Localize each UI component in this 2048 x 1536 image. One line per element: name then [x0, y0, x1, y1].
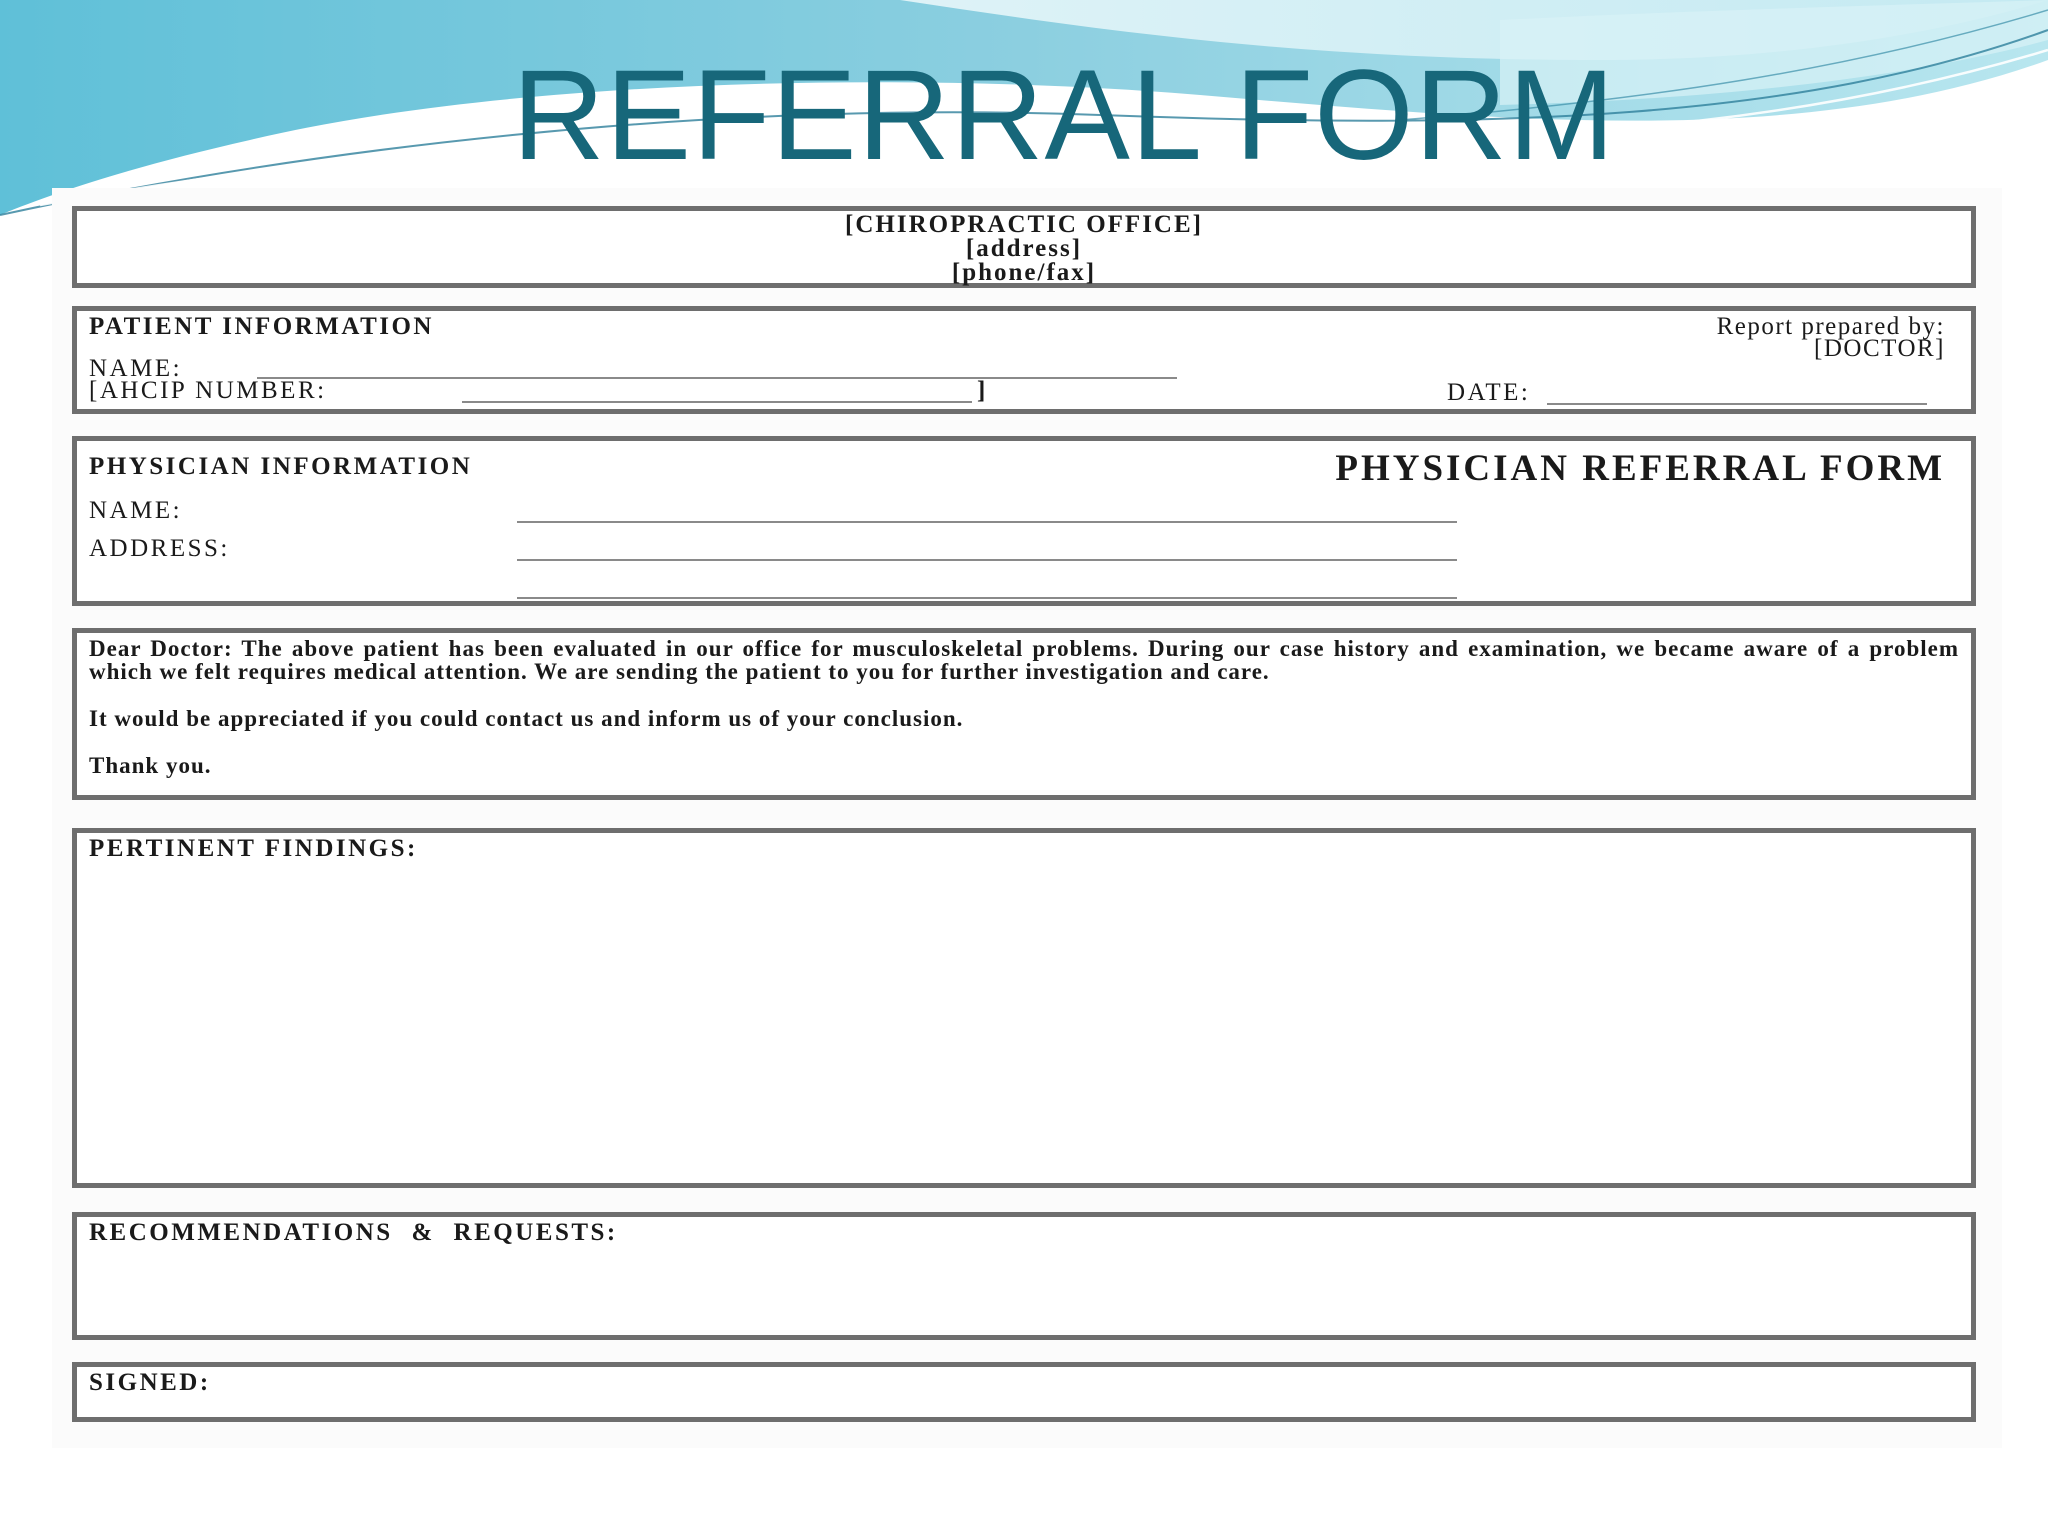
- ahcip-number-field[interactable]: [462, 401, 972, 403]
- report-prepared-label: Report prepared by:: [1716, 313, 1945, 340]
- letter-paragraph-2: It would be appreciated if you could contact us and inform us of your conclusion.: [89, 706, 964, 731]
- physician-info-box: [72, 436, 1976, 606]
- physician-info-heading: PHYSICIAN INFORMATION: [89, 453, 473, 480]
- office-phone: [phone/fax]: [951, 259, 1097, 286]
- letter-box: [72, 628, 1976, 800]
- patient-name-label: NAME:: [89, 355, 183, 382]
- office-name: [CHIROPRACTIC OFFICE]: [845, 211, 1203, 238]
- physician-address-field-1[interactable]: [517, 559, 1457, 561]
- pertinent-findings-box[interactable]: [72, 828, 1976, 1188]
- physician-name-label: NAME:: [89, 497, 183, 524]
- recommendations-label: RECOMMENDATIONS & REQUESTS:: [89, 1219, 618, 1246]
- patient-info-heading: PATIENT INFORMATION: [89, 313, 434, 340]
- date-field[interactable]: [1547, 403, 1927, 405]
- signed-label: SIGNED:: [89, 1369, 211, 1396]
- date-label: DATE:: [1447, 379, 1531, 406]
- slide-title: REFERRAL FORM: [512, 44, 1616, 187]
- ahcip-number-label: [AHCIP NUMBER:: [89, 377, 327, 404]
- patient-info-box: [72, 306, 1976, 414]
- physician-address-label: ADDRESS:: [89, 535, 230, 562]
- recommendations-box[interactable]: [72, 1212, 1976, 1340]
- physician-address-field-2[interactable]: [517, 597, 1457, 599]
- pertinent-findings-label: PERTINENT FINDINGS:: [89, 835, 418, 862]
- office-header-box: [72, 206, 1976, 288]
- ahcip-number-close: ]: [977, 377, 988, 404]
- physician-name-field[interactable]: [517, 521, 1457, 523]
- letter-closing: Thank you.: [89, 753, 212, 778]
- signed-box[interactable]: [72, 1362, 1976, 1422]
- referral-form: [52, 188, 2002, 1448]
- office-address: [address]: [965, 235, 1083, 262]
- letter-paragraph-1: Dear Doctor: The above patient has been evaluated in our office for musculoskeletal problems. During our case history and examination, we became aware of a problem which we felt requires medical attention. We are sending the patient to you for further investigation and care.: [89, 636, 1959, 684]
- physician-referral-form-title: PHYSICIAN REFERRAL FORM: [1335, 448, 1945, 489]
- report-prepared-doctor: [DOCTOR]: [1814, 335, 1945, 362]
- patient-name-field[interactable]: [257, 377, 1177, 379]
